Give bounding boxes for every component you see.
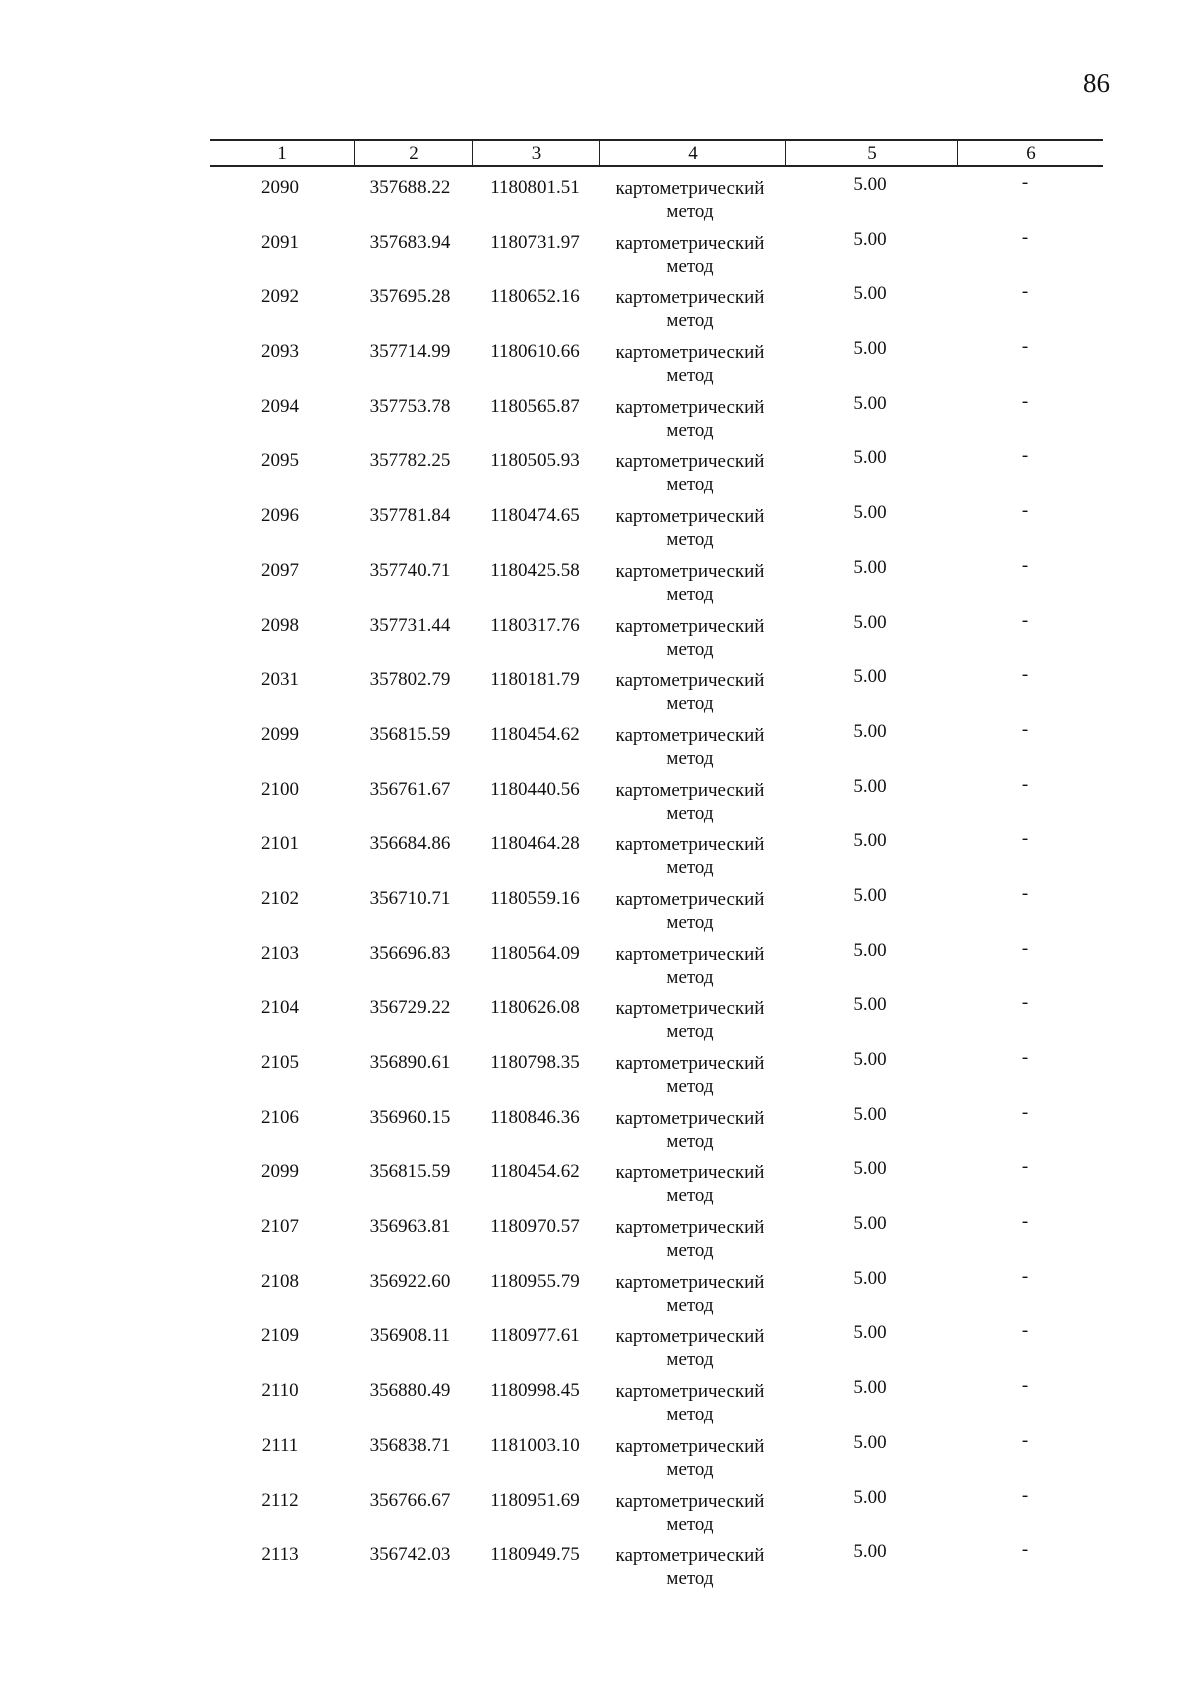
point-number-cell: 2112 [261,1489,299,1511]
accuracy-cell: 5.00 [853,611,887,633]
table-row [0,1208,1200,1263]
coordinate-x-cell: 357683.94 [369,231,451,253]
note-cell: - [1021,172,1029,193]
method-cell: картометрический метод [615,1107,765,1152]
table-row [0,989,1200,1044]
method-cell: картометрический метод [615,1053,765,1097]
table-row [0,1482,1200,1537]
header-cell-2: 2 [354,141,473,165]
note-cell: - [1021,1156,1029,1178]
point-number-cell: 2101 [261,833,299,855]
method-cell: картометрический метод [615,1162,765,1207]
coordinate-x-cell: 356742.03 [369,1544,451,1566]
method-cell: картометрический метод [615,506,765,551]
point-number-cell: 2092 [261,286,299,308]
note-cell: - [1021,882,1029,904]
table-row [0,716,1200,771]
accuracy-cell: 5.00 [853,174,887,195]
accuracy-cell: 5.00 [853,556,887,578]
coordinate-y-cell: 1180425.58 [490,559,580,581]
point-number-cell: 2103 [261,942,299,964]
header-cell-1: 1 [277,143,287,164]
accuracy-cell: 5.00 [853,884,887,906]
accuracy-cell: 5.00 [853,720,887,742]
coordinate-x-cell: 356838.71 [369,1434,451,1456]
method-cell: картометрический метод [615,1435,765,1480]
note-cell: - [1021,336,1029,358]
header-cell-4: 4 [599,141,786,165]
coordinate-y-cell: 1180464.28 [490,833,580,855]
table-row [0,1427,1200,1482]
method-cell: картометрический метод [615,670,765,715]
point-number-cell: 2097 [261,559,299,581]
note-cell: - [1021,1211,1029,1233]
note-cell: - [1021,828,1029,850]
coordinate-y-cell: 1180652.16 [490,286,580,308]
point-number-cell: 2108 [261,1270,299,1292]
method-cell: картометрический метод [615,1271,765,1316]
table-body [0,169,1200,1591]
note-cell: - [1021,500,1029,522]
method-cell: картометрический метод [615,998,765,1043]
accuracy-cell: 5.00 [853,338,887,360]
note-cell: - [1021,664,1029,686]
note-cell: - [1021,937,1029,959]
coordinate-x-cell: 357753.78 [369,395,451,417]
accuracy-cell: 5.00 [853,830,887,852]
coordinate-y-cell: 1180317.76 [490,614,580,636]
coordinate-x-cell: 357695.28 [369,286,451,308]
accuracy-cell: 5.00 [853,228,887,250]
table-row [0,497,1200,552]
coordinate-y-cell: 1180970.57 [490,1216,580,1238]
coordinate-x-cell: 356710.71 [369,887,451,909]
coordinate-y-cell: 1180505.93 [490,450,580,472]
method-cell: картометрический метод [615,178,765,222]
table-row [0,169,1200,224]
method-cell: картометрический метод [615,342,765,387]
coordinate-y-cell: 1180565.87 [490,395,580,417]
method-cell: картометрический метод [615,1545,765,1590]
coordinate-y-cell: 1180846.36 [490,1106,580,1128]
method-cell: картометрический метод [615,834,765,879]
header-cell-5: 5 [785,141,958,165]
coordinate-x-cell: 356922.60 [369,1270,451,1292]
accuracy-cell: 5.00 [853,502,887,524]
point-number-cell: 2109 [261,1325,299,1347]
method-cell: картометрический метод [615,287,765,332]
point-number-cell: 2113 [261,1544,299,1566]
page-number: 86 [1083,68,1110,98]
accuracy-cell: 5.00 [853,1377,887,1399]
coordinate-x-cell: 357714.99 [369,341,451,363]
point-number-cell: 2093 [261,341,299,363]
method-cell: картометрический метод [615,943,765,988]
table-row [0,825,1200,880]
note-cell: - [1021,1375,1029,1397]
coordinate-x-cell: 356908.11 [369,1325,451,1347]
method-cell: картометрический метод [615,396,765,441]
method-cell: картометрический метод [615,888,765,933]
method-cell: картометрический метод [615,451,765,496]
accuracy-cell: 5.00 [853,1431,887,1453]
coordinate-y-cell: 1180977.61 [490,1325,580,1347]
header-cell-3: 3 [472,141,600,165]
point-number-cell: 2090 [261,177,299,198]
coordinate-x-cell: 356815.59 [369,1161,451,1183]
point-number-cell: 2099 [261,1161,299,1183]
table-row [0,1536,1200,1591]
accuracy-cell: 5.00 [853,283,887,305]
accuracy-cell: 5.00 [853,994,887,1016]
accuracy-cell: 5.00 [853,1049,887,1070]
point-number-cell: 2104 [261,997,299,1019]
coordinate-y-cell: 1180801.51 [490,177,580,198]
note-cell: - [1021,992,1029,1014]
coordinate-y-cell: 1180454.62 [490,723,580,745]
coordinate-x-cell: 356729.22 [369,997,451,1019]
point-number-cell: 2096 [261,505,299,527]
accuracy-cell: 5.00 [853,775,887,797]
header-cell-6: 6 [957,141,1104,165]
table-row [0,388,1200,443]
table-row [0,771,1200,826]
coordinate-y-cell: 1180626.08 [490,997,580,1019]
table-row [0,1099,1200,1154]
table-row [0,442,1200,497]
method-cell: картометрический метод [615,560,765,605]
accuracy-cell: 5.00 [853,666,887,688]
table-row [0,224,1200,279]
point-number-cell: 2110 [261,1380,299,1402]
coordinate-y-cell: 1180559.16 [490,887,580,909]
note-cell: - [1021,554,1029,576]
coordinate-x-cell: 357731.44 [369,614,451,636]
point-number-cell: 2095 [261,450,299,472]
point-number-cell: 2031 [261,669,299,691]
coordinate-x-cell: 356766.67 [369,1489,451,1511]
coordinate-x-cell: 357782.25 [369,450,451,472]
method-cell: картометрический метод [615,232,765,277]
coordinate-x-cell: 356890.61 [369,1052,451,1073]
method-cell: картометрический метод [615,1326,765,1371]
point-number-cell: 2100 [261,778,299,800]
method-cell: картометрический метод [615,1217,765,1262]
note-cell: - [1021,609,1029,631]
note-cell: - [1021,1429,1029,1451]
method-cell: картометрический метод [615,615,765,660]
table-row [0,1372,1200,1427]
note-cell: - [1021,226,1029,248]
table-row [0,1153,1200,1208]
note-cell: - [1021,1320,1029,1342]
coordinate-y-cell: 1180998.45 [490,1380,580,1402]
coordinate-y-cell: 1180798.35 [490,1052,580,1073]
accuracy-cell: 5.00 [853,1322,887,1344]
point-number-cell: 2102 [261,887,299,909]
method-cell: картометрический метод [615,1381,765,1426]
coordinate-x-cell: 356761.67 [369,778,451,800]
coordinate-y-cell: 1180610.66 [490,341,580,363]
coordinate-x-cell: 357802.79 [369,669,451,691]
accuracy-cell: 5.00 [853,1158,887,1180]
coordinate-x-cell: 356815.59 [369,723,451,745]
accuracy-cell: 5.00 [853,1267,887,1289]
table-row [0,1044,1200,1099]
note-cell: - [1021,1047,1029,1068]
point-number-cell: 2105 [261,1052,299,1073]
accuracy-cell: 5.00 [853,939,887,961]
point-number-cell: 2094 [261,395,299,417]
table-row [0,1263,1200,1318]
note-cell: - [1021,1101,1029,1123]
coordinate-y-cell: 1180731.97 [490,231,580,253]
accuracy-cell: 5.00 [853,1486,887,1508]
note-cell: - [1021,773,1029,795]
coordinate-y-cell: 1180474.65 [490,505,580,527]
coordinate-x-cell: 356880.49 [369,1380,451,1402]
point-number-cell: 2091 [261,231,299,253]
accuracy-cell: 5.00 [853,392,887,414]
coordinate-y-cell: 1180955.79 [490,1270,580,1292]
note-cell: - [1021,281,1029,303]
method-cell: картометрический метод [615,779,765,824]
coordinate-y-cell: 1180949.75 [490,1544,580,1566]
coordinate-y-cell: 1180181.79 [490,669,580,691]
coordinate-x-cell: 357688.22 [369,177,451,198]
table-row [0,935,1200,990]
coordinate-x-cell: 356960.15 [369,1106,451,1128]
table-header [210,139,1103,167]
table-row [0,607,1200,662]
note-cell: - [1021,1484,1029,1506]
point-number-cell: 2098 [261,614,299,636]
coordinate-x-cell: 356684.86 [369,833,451,855]
point-number-cell: 2107 [261,1216,299,1238]
coordinate-x-cell: 357781.84 [369,505,451,527]
table-row [0,661,1200,716]
coordinate-y-cell: 1180564.09 [490,942,580,964]
method-cell: картометрический метод [615,1490,765,1535]
note-cell: - [1021,1539,1029,1561]
table-row [0,880,1200,935]
table-row [0,333,1200,388]
accuracy-cell: 5.00 [853,1213,887,1235]
coordinate-y-cell: 1180951.69 [490,1489,580,1511]
point-number-cell: 2111 [261,1434,299,1456]
coordinate-y-cell: 1180454.62 [490,1161,580,1183]
coordinate-x-cell: 356696.83 [369,942,451,964]
accuracy-cell: 5.00 [853,447,887,469]
table-row [0,552,1200,607]
note-cell: - [1021,445,1029,467]
coordinate-x-cell: 357740.71 [369,559,451,581]
table-row [0,278,1200,333]
point-number-cell: 2099 [261,723,299,745]
method-cell: картометрический метод [615,724,765,769]
accuracy-cell: 5.00 [853,1541,887,1563]
accuracy-cell: 5.00 [853,1103,887,1125]
point-number-cell: 2106 [261,1106,299,1128]
table-row [0,1317,1200,1372]
coordinate-y-cell: 1181003.10 [490,1434,580,1456]
coordinate-x-cell: 356963.81 [369,1216,451,1238]
note-cell: - [1021,390,1029,412]
note-cell: - [1021,718,1029,740]
coordinate-y-cell: 1180440.56 [490,778,580,800]
note-cell: - [1021,1265,1029,1287]
